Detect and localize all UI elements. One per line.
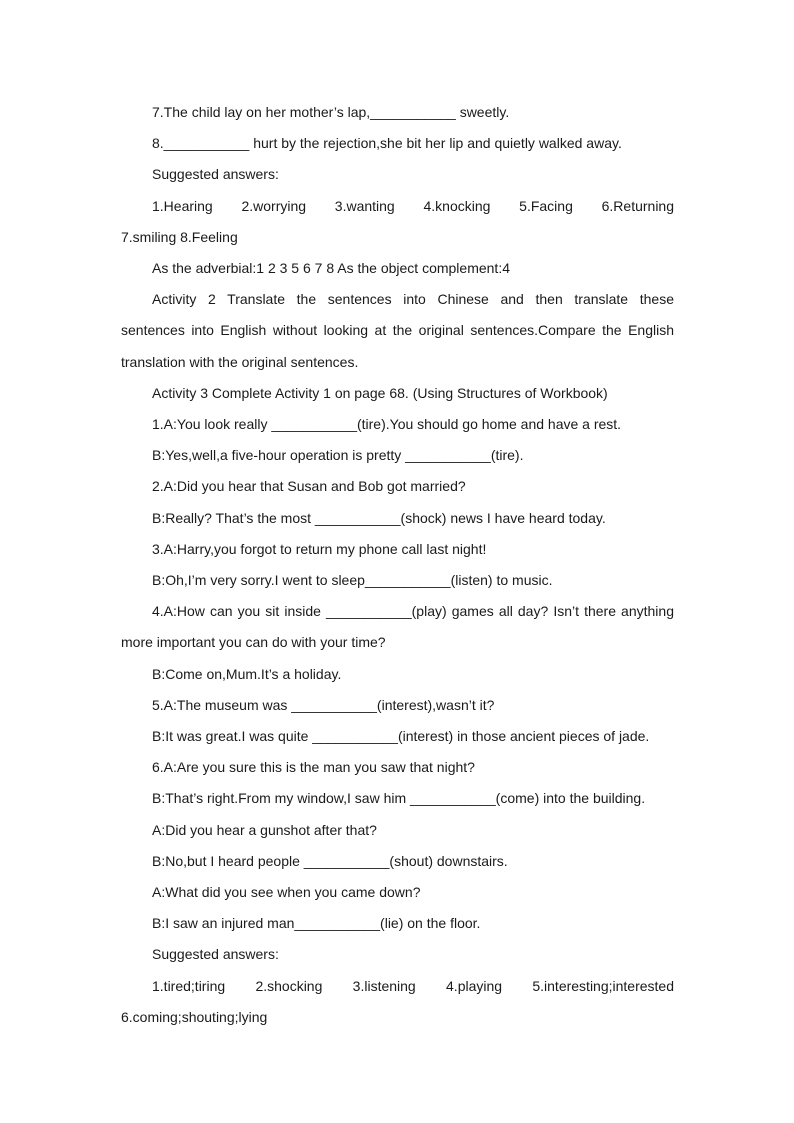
suggested-answers-heading: Suggested answers: <box>152 166 279 182</box>
dialogue-6-a-3: A:What did you see when you came down? <box>152 884 421 900</box>
dialogue-6-b: B:That’s right.From my window,I saw him ___________(come) into the building. <box>152 790 646 806</box>
dialogue-5-b: B:It was great.I was quite ___________(interest) in those ancient pieces of jade. <box>152 728 650 744</box>
grammar-function-note: As the adverbial:1 2 3 5 6 7 8 As the object complement:4 <box>152 260 510 276</box>
dialogue-5-a: 5.A:The museum was ___________(interest),wasn’t it? <box>152 697 495 713</box>
exercise-item-8: 8.___________ hurt by the rejection,she bit her lip and quietly walked away. <box>152 135 622 151</box>
answers-line-1: 1.Hearing 2.worrying 3.wanting 4.knocking 5.Facing 6.Returning <box>152 198 674 214</box>
dialogue-2-a: 2.A:Did you hear that Susan and Bob got married? <box>152 478 466 494</box>
dialogue-3-b: B:Oh,I’m very sorry.I went to sleep___________(listen) to music. <box>152 572 553 588</box>
activity-3-heading: Activity 3 Complete Activity 1 on page 68. (Using Structures of Workbook) <box>152 385 608 401</box>
dialogue-4-b: B:Come on,Mum.It’s a holiday. <box>152 666 342 682</box>
dialogue-3-a: 3.A:Harry,you forgot to return my phone call last night! <box>152 541 487 557</box>
dialogue-6-a: 6.A:Are you sure this is the man you saw that night? <box>152 759 475 775</box>
activity-2-line-2: sentences into English without looking at the original sentences.Compare the English <box>121 322 674 338</box>
activity-2-line-1: Activity 2 Translate the sentences into Chinese and then translate these <box>152 291 674 307</box>
answers-2-line-2: 6.coming;shouting;lying <box>121 1009 268 1025</box>
dialogue-1-a: 1.A:You look really ___________(tire).You should go home and have a rest. <box>152 416 622 432</box>
suggested-answers-heading-2: Suggested answers: <box>152 946 279 962</box>
exercise-item-7: 7.The child lay on her mother’s lap,___________ sweetly. <box>152 104 510 120</box>
dialogue-4-a-line-2: more important you can do with your time? <box>121 634 386 650</box>
dialogue-6-b-2: B:No,but I heard people ___________(shout) downstairs. <box>152 853 508 869</box>
dialogue-6-a-2: A:Did you hear a gunshot after that? <box>152 822 377 838</box>
activity-2-line-3: translation with the original sentences. <box>121 354 359 370</box>
answers-line-2: 7.smiling 8.Feeling <box>121 229 238 245</box>
answers-2-line-1: 1.tired;tiring 2.shocking 3.listening 4.playing 5.interesting;interested <box>152 978 674 994</box>
dialogue-2-b: B:Really? That’s the most ___________(shock) news I have heard today. <box>152 510 606 526</box>
dialogue-6-b-3: B:I saw an injured man___________(lie) on the floor. <box>152 915 481 931</box>
dialogue-4-a-line-1: 4.A:How can you sit inside ___________(play) games all day? Isn’t there anything <box>152 603 674 619</box>
dialogue-1-b: B:Yes,well,a five-hour operation is pretty ___________(tire). <box>152 447 524 463</box>
